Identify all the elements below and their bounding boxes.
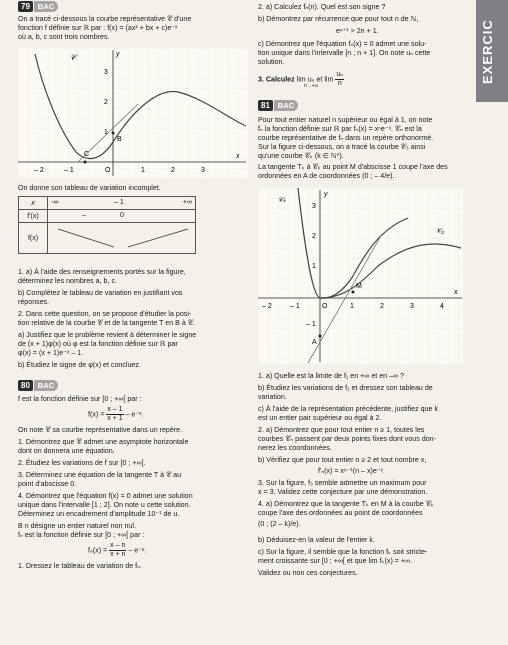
tick-label: 2	[104, 99, 108, 106]
ex80-q4-line3: Déterminez un encadrement d'amplitude 10⁻¹ de u.	[18, 510, 180, 518]
variation-arrows	[48, 223, 196, 253]
ex79-intro-line3: où a, b, c sont trois nombres.	[18, 33, 110, 41]
ex81-q3-line2: x = 3. Validez cette conjecture par une démonstration.	[258, 488, 428, 496]
exercise-81-badge	[258, 100, 298, 111]
tick-label: 3	[410, 303, 414, 310]
ex79-q2a-line3: φ(x) = (x + 1)e⁻ˣ – 1.	[18, 349, 84, 357]
ex79-q1a-line1: 1. a) À l'aide des renseignements portés sur la figure,	[18, 268, 186, 276]
ex79-intro-line2: fonction f définie sur ℝ par : f(x) = (ax² + bx + c)e⁻ˣ	[18, 24, 178, 32]
origin-label: O	[105, 167, 111, 174]
top-q2b: b) Démontrez par récurrence que pour tout n de ℕ,	[258, 15, 419, 23]
fraction-numerator: x – n	[110, 542, 126, 549]
ex80-q3-line1: 3. Déterminez une équation de la tangente T à 𝒞 au	[18, 471, 182, 479]
ex81-q2b: b) Vérifiez que pour tout entier n ≥ 2 et tout nombre x,	[258, 456, 427, 464]
ex80-formula	[88, 406, 143, 423]
tick-label: – 1	[306, 321, 316, 328]
ex79-intro-line1: On a tracé ci-dessous la courbe représentative 𝒞 d'une	[18, 15, 192, 23]
exercise-80-badge	[18, 380, 58, 391]
ex81-q4c-line2: ment croissante sur [0 ; +∞[ et que lim fₖ(x) = +∞.	[258, 557, 413, 565]
ex81-q4c-line1: c) Sur la figure, il semble que la fonction fₖ soit stricte-	[258, 548, 428, 556]
ex81-q2a-line3: nerez les coordonnées.	[258, 444, 332, 452]
ex80-q1-line2: dont on donnera une équation.	[18, 447, 115, 455]
tick-label: 3	[104, 69, 108, 76]
x-axis-label: x	[236, 153, 240, 160]
top-q2c-line1: c) Démontrez que l'équation fₙ(x) = 0 admet une solu-	[258, 40, 427, 48]
ex80-q1-line1: 1. Démontrez que 𝒞 admet une asymptote horizontale	[18, 438, 189, 446]
ex81-q4b: b) Déduisez-en la valeur de l'entier k.	[258, 536, 375, 544]
tick-label: 4	[440, 303, 444, 310]
ex81-line1: Pour tout entier naturel n supérieur ou égal à 1, on note	[258, 116, 433, 124]
ex80-q5: 1. Dressez le tableau de variation de fₙ.	[18, 562, 142, 570]
ex79-q1b-line1: b) Complétez le tableau de variation en justifiant vos	[18, 289, 183, 297]
ex81-line3: courbe représentative de fₙ dans un repère orthonormé.	[258, 134, 434, 142]
tick-label: – 1	[64, 167, 74, 174]
variation-table	[18, 196, 196, 254]
ex80-partB-line2: fₙ est la fonction définie sur [0 ; +∞[ par :	[18, 531, 145, 539]
formula-fraction	[109, 542, 126, 559]
top-q2a: 2. a) Calculez fₙ(n). Quel est son signe ?	[258, 3, 386, 11]
point-c-label: C	[84, 151, 90, 158]
ex81-q2a-line1: 2. a) Démontrez que pour tout entier n ≥ 1, toutes les	[258, 426, 425, 434]
y-axis-label: y	[116, 51, 120, 58]
table-fx-header: f(x)	[19, 223, 48, 254]
q3-subscript: n→+∞	[304, 83, 319, 89]
tick-label: 3	[312, 203, 316, 210]
ex80-q3-line2: point d'abscisse 0.	[18, 480, 77, 488]
tick-label: 3	[201, 167, 205, 174]
formula-lhs: fₙ(x) =	[88, 546, 108, 555]
table-plus-infinity: +∞	[182, 199, 192, 206]
ex80-line2: On note 𝒞 sa courbe représentative dans un repère.	[18, 426, 183, 434]
q3-limit1: lim uₙ	[296, 75, 315, 84]
ex79-q2a-line1: a) Justifiez que le problème revient à déterminer le signe	[18, 331, 197, 339]
point-a-label: A	[312, 339, 317, 346]
tick-label: 1	[312, 263, 316, 270]
fraction-denominator: x + n	[110, 551, 126, 558]
ex81-q1c-line2: est un entier pair supérieur ou égal à 2.	[258, 414, 382, 422]
ex81-q2b-formula: f'ₙ(x) = xⁿ⁻¹(n – x)e⁻ˣ.	[318, 467, 385, 475]
ex81-graph	[258, 188, 463, 364]
table-sign-row	[48, 210, 196, 223]
tick-label: 2	[380, 303, 384, 310]
ex81-q4a-line1: 4. a) Démontrez que la tangente Tₖ en M à la courbe 𝒞ₖ	[258, 500, 434, 508]
ex81-line4: Sur la figure ci-dessous, on a tracé la courbe 𝒞₃ ainsi	[258, 143, 426, 151]
ex81-q4a-line2: coupe l'axe des ordonnées au point de coordonnées	[258, 509, 423, 517]
exercise-number: 79	[18, 1, 33, 12]
q3-limit2: lim	[324, 75, 334, 84]
formula-rhs: – e⁻ˣ.	[125, 410, 144, 419]
x-axis-label: x	[454, 289, 458, 296]
ex80-q2: 2. Étudiez les variations de f sur [0 ; +∞[.	[18, 459, 146, 467]
table-sign: –	[82, 212, 86, 219]
top-q3	[258, 71, 344, 88]
ex79-q1a-line2: déterminez les nombres a, b, c.	[18, 277, 117, 285]
ex81-line7: ordonnées en A de coordonnées (0 ; – 4/e).	[258, 172, 395, 180]
side-tab	[476, 0, 508, 102]
tick-label: – 2	[262, 303, 272, 310]
table-variation-row	[48, 223, 196, 254]
table-minus-infinity: -∞	[51, 199, 59, 206]
point-m-label: M	[356, 283, 362, 290]
tick-label: – 1	[290, 303, 300, 310]
ex81-q2a-line2: courbes 𝒞ₙ passent par deux points fixes dont vous don-	[258, 435, 436, 443]
table-minus-one: – 1	[114, 199, 124, 206]
curve-c3-label: 𝒞₃	[436, 228, 444, 235]
table-x-header: x	[19, 197, 48, 210]
top-formula: eⁿ⁺¹ > 2n + 1.	[336, 27, 379, 35]
ex81-line6: La tangente Tₖ à 𝒞ₖ au point M d'abscisse 1 coupe l'axe des	[258, 163, 448, 171]
table-zero: 0	[120, 212, 124, 219]
q3-fraction	[335, 71, 344, 88]
bac-tag: BAC	[34, 1, 58, 12]
ex80-formula2	[88, 542, 146, 559]
formula-lhs: f(x) =	[88, 410, 105, 419]
ex81-line5: qu'une courbe 𝒞ₖ (k ∈ ℕ*).	[258, 152, 344, 160]
ex80-q4-line2: unique dans l'intervalle [1 ; 2]. On note u cette solution.	[18, 501, 191, 509]
ex81-q3-line1: 3. Sur la figure, f₃ semble admettre un maximum pour	[258, 479, 427, 487]
fraction-denominator: x + 1	[107, 415, 123, 422]
ex80-partB-line1: B n désigne un entier naturel non nul.	[18, 522, 136, 530]
ex81-q1b-line1: b) Étudiez les variations de f₁ et dressez son tableau de	[258, 384, 433, 392]
fraction-numerator: x – 1	[107, 406, 123, 413]
ex81-q1c-line1: c) À l'aide de la représentation précédente, justifiez que k	[258, 405, 438, 413]
tick-label: – 2	[34, 167, 44, 174]
table-fprime-header: f'(x)	[19, 210, 48, 223]
origin-label: O	[322, 303, 328, 310]
ex81-line2: fₙ la fonction définie sur ℝ par fₙ(x) = xⁿe⁻ˣ. 𝒞ₙ est la	[258, 125, 422, 133]
tick-label: 1	[104, 129, 108, 136]
q3-prefix: 3. Calculez	[258, 75, 295, 84]
formula-rhs: – e⁻ˣ.	[128, 546, 147, 555]
ex79-q2b: b) Étudiez le signe de φ(x) et concluez.	[18, 361, 141, 369]
tick-label: 1	[350, 303, 354, 310]
curve-ck-label: 𝒞ₖ	[278, 197, 287, 204]
bac-tag: BAC	[274, 100, 298, 111]
top-q2c-line2: tion unique dans l'intervalle [n ; n + 1]. On note uₙ cette	[258, 49, 431, 57]
ex79-q2a-line2: de (x + 1)φ(x) où φ est la fonction définie sur ℝ par	[18, 340, 178, 348]
fraction-denominator: n	[337, 80, 342, 87]
ex80-line1: f est la fonction définie sur [0 ; +∞[ par :	[18, 395, 142, 403]
table-x-values	[48, 197, 196, 210]
ex79-q1b-line2: réponses.	[18, 298, 50, 306]
ex81-q1a: 1. a) Quelle est la limite de f₁ en +∞ et en –∞ ?	[258, 372, 404, 380]
exercise-79-badge	[18, 1, 58, 12]
ex81-q4a-line3: (0 ; (2 – k)/e).	[258, 520, 301, 528]
ex81-q1b-line2: variation.	[258, 393, 287, 401]
ex81-q4c-line3: Validez ou non ces conjectures.	[258, 569, 358, 577]
tick-label: 2	[171, 167, 175, 174]
y-axis-label: y	[324, 191, 328, 198]
ex80-q4-line1: 4. Démontrez que l'équation f(x) = 0 admet une solution	[18, 492, 193, 500]
q3-et: et	[316, 75, 323, 84]
bac-tag: BAC	[34, 380, 58, 391]
top-q2c-line3: solution.	[258, 58, 285, 66]
fraction-numerator: uₙ	[336, 71, 344, 78]
ex79-q2-line2: tion relative de la courbe 𝒞 et de la tangente T en B à 𝒞.	[18, 319, 195, 327]
ex79-q2-line1: 2. Dans cette question, on se propose d'étudier la posi-	[18, 310, 192, 318]
exercise-number: 80	[18, 380, 33, 391]
tick-label: 2	[312, 233, 316, 240]
tick-label: 1	[141, 167, 145, 174]
exercise-number: 81	[258, 100, 273, 111]
curve-label: 𝒞	[70, 53, 76, 62]
formula-fraction	[106, 406, 123, 423]
side-tab-label: EXERCIC	[480, 19, 495, 85]
ex79-graph	[18, 48, 248, 178]
point-b-label: B	[117, 136, 122, 143]
table-intro: On donne son tableau de variation incomplet.	[18, 184, 161, 192]
